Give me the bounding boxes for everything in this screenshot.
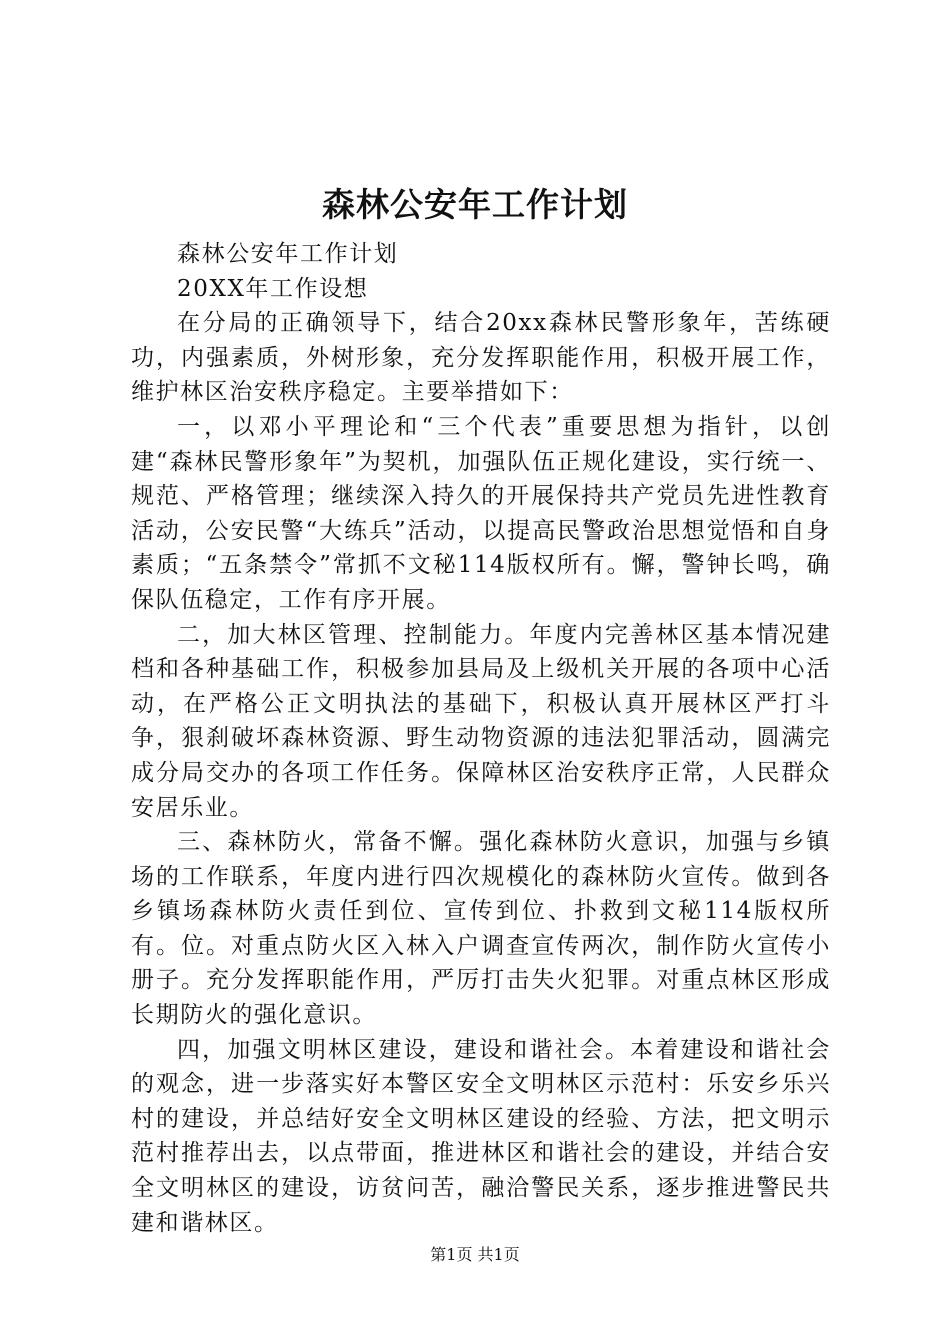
paragraph-section-heading: 20XX年工作设想: [177, 275, 369, 302]
document-body: [131, 237, 831, 1240]
document-title: 森林公安年工作计划: [322, 185, 628, 224]
paragraph-item-2: 二，加大林区管理、控制能力。年度内完善林区基本情况建档和各种基础工作，积极参加县局及上级机关开展的各项中心活动，在严格公正文明执法的基础下，积极认真开展林区严打斗争，狠刹破坏森林资源、野生动物资源的违法犯罪活动，圆满完成分局交办的各项工作任务。保障林区治安秩序正常，人民群众安居乐业。: [131, 621, 831, 821]
page-number-footer: 第1页 共1页: [430, 1245, 520, 1264]
paragraph-subtitle: 森林公安年工作计划: [177, 241, 399, 267]
paragraph-item-4: 四，加强文明林区建设，建设和谐社会。本着建设和谐社会的观念，进一步落实好本警区安全文明林区示范村：乐安乡乐兴村的建设，并总结好安全文明林区建设的经验、方法，把文明示范村推荐出去，以点带面，推进林区和谐社会的建设，并结合安全文明林区的建设，访贫问苦，融洽警民关系，逐步推进警民共建和谐林区。: [131, 1036, 831, 1236]
paragraph-intro: 在分局的正确领导下，结合20xx森林民警形象年，苦练硬功，内强素质，外树形象，充分发挥职能作用，积极开展工作，维护林区治安秩序稳定。主要举措如下：: [131, 310, 831, 406]
paragraph-item-3: 三、森林防火，常备不懈。强化森林防火意识，加强与乡镇场的工作联系，年度内进行四次规模化的森林防火宣传。做到各乡镇场森林防火责任到位、宣传到位、扑救到文秘114版权所有。位。对重点防火区入林入户调查宣传两次，制作防火宣传小册子。充分发挥职能作用，严厉打击失火犯罪。对重点林区形成长期防火的强化意识。: [131, 829, 831, 1029]
paragraph-item-1: 一，以邓小平理论和“三个代表”重要思想为指针，以创建“森林民警形象年”为契机，加强队伍正规化建设，实行统一、规范、严格管理；继续深入持久的开展保持共产党员先进性教育活动，公安民警“大练兵”活动，以提高民警政治思想觉悟和自身素质；“五条禁令”常抓不文秘114版权所有。懈，警钟长鸣，确保队伍稳定，工作有序开展。: [131, 413, 831, 613]
